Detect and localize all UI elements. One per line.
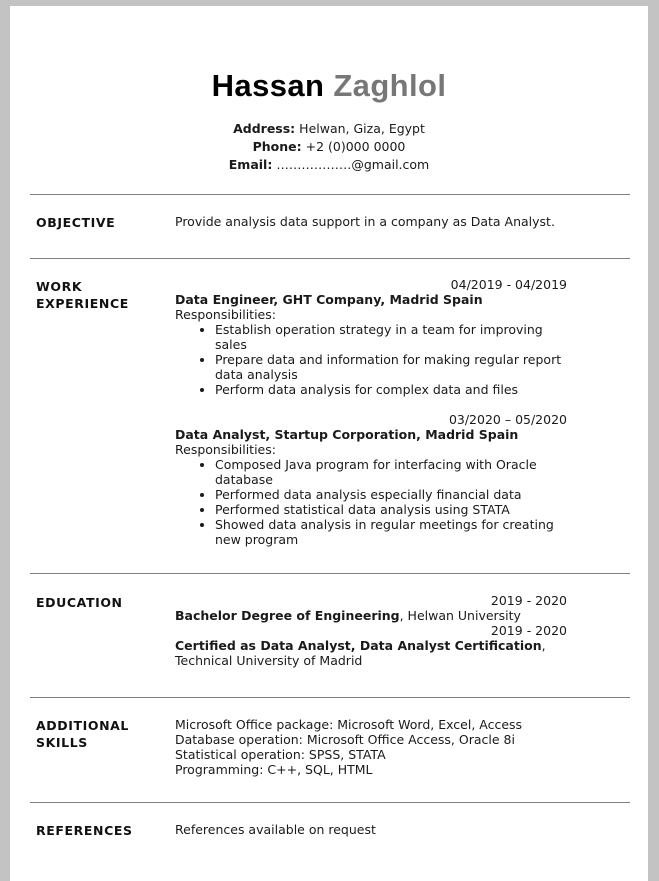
- email-line: [10, 156, 648, 174]
- objective-heading: OBJECTIVE: [36, 215, 116, 230]
- degree: Certified as Data Analyst, Data Analyst Certification: [175, 638, 542, 653]
- education-entry: [175, 623, 567, 668]
- phone-line: [10, 138, 648, 156]
- contact-block: [10, 120, 648, 174]
- education-date: 2019 - 2020: [490, 623, 567, 638]
- last-name: Zaghlol: [333, 68, 447, 103]
- resume-page: [10, 6, 648, 881]
- education-line: [175, 608, 567, 623]
- responsibilities-label: Responsibilities:: [175, 442, 276, 457]
- section-divider: [30, 697, 630, 698]
- section-divider: [30, 258, 630, 259]
- references-text: References available on request: [175, 822, 376, 837]
- degree: Bachelor Degree of Engineering: [175, 608, 400, 623]
- job-title: Data Engineer, GHT Company, Madrid Spain: [175, 292, 483, 307]
- education-content: [175, 593, 567, 668]
- email-value: ………………@gmail.com: [276, 157, 430, 172]
- section-divider: [30, 194, 630, 195]
- additional-skills-heading: ADDITIONAL SKILLS: [36, 718, 129, 750]
- list-item: • Showed data analysis in regular meetings for creating new program: [215, 517, 567, 547]
- responsibilities-list: [175, 322, 567, 397]
- candidate-name: [10, 68, 648, 104]
- email-label: Email:: [228, 157, 273, 172]
- education-date: 2019 - 2020: [490, 593, 567, 608]
- list-item: • Composed Java program for interfacing with Oracle database: [215, 457, 567, 487]
- references-heading: REFERENCES: [36, 823, 133, 838]
- responsibilities-list: [175, 457, 567, 547]
- list-item: • Establish operation strategy in a team for improving sales: [215, 322, 567, 352]
- section-divider: [30, 802, 630, 803]
- education-entry: [175, 593, 567, 623]
- list-item: • Performed data analysis especially financial data: [215, 487, 567, 502]
- education-heading: EDUCATION: [36, 595, 123, 610]
- address-value: Helwan, Giza, Egypt: [299, 121, 425, 136]
- job-title: Data Analyst, Startup Corporation, Madrid Spain: [175, 427, 519, 442]
- institution: , Helwan University: [399, 608, 521, 623]
- job-entry: [175, 412, 567, 547]
- list-item: • Perform data analysis for complex data and files: [215, 382, 567, 397]
- work-experience-content: [175, 277, 567, 547]
- responsibilities-label: Responsibilities:: [175, 307, 276, 322]
- section-divider: [30, 573, 630, 574]
- phone-label: Phone:: [252, 139, 302, 154]
- objective-text: Provide analysis data support in a company as Data Analyst.: [175, 214, 555, 229]
- address-line: [10, 120, 648, 138]
- skill-line: Statistical operation: SPSS, STATA: [175, 747, 386, 762]
- skill-line: Microsoft Office package: Microsoft Word, Excel, Access: [175, 717, 523, 732]
- phone-value: +2 (0)000 0000: [305, 139, 406, 154]
- job-date: 03/2020 – 05/2020: [448, 412, 567, 427]
- skill-line: Programming: C++, SQL, HTML: [175, 762, 373, 777]
- job-entry: [175, 277, 567, 397]
- list-item: • Prepare data and information for making regular report data analysis: [215, 352, 567, 382]
- first-name: Hassan: [211, 68, 325, 103]
- address-label: Address:: [233, 121, 296, 136]
- skills-content: [175, 717, 567, 777]
- job-date: 04/2019 - 04/2019: [450, 277, 567, 292]
- list-item: • Performed statistical data analysis using STATA: [215, 502, 567, 517]
- skill-line: Database operation: Microsoft Office Access, Oracle 8i: [175, 732, 515, 747]
- education-line: [175, 638, 567, 668]
- work-experience-heading: WORK EXPERIENCE: [36, 279, 129, 311]
- institution: , Technical University of Madrid: [175, 638, 546, 668]
